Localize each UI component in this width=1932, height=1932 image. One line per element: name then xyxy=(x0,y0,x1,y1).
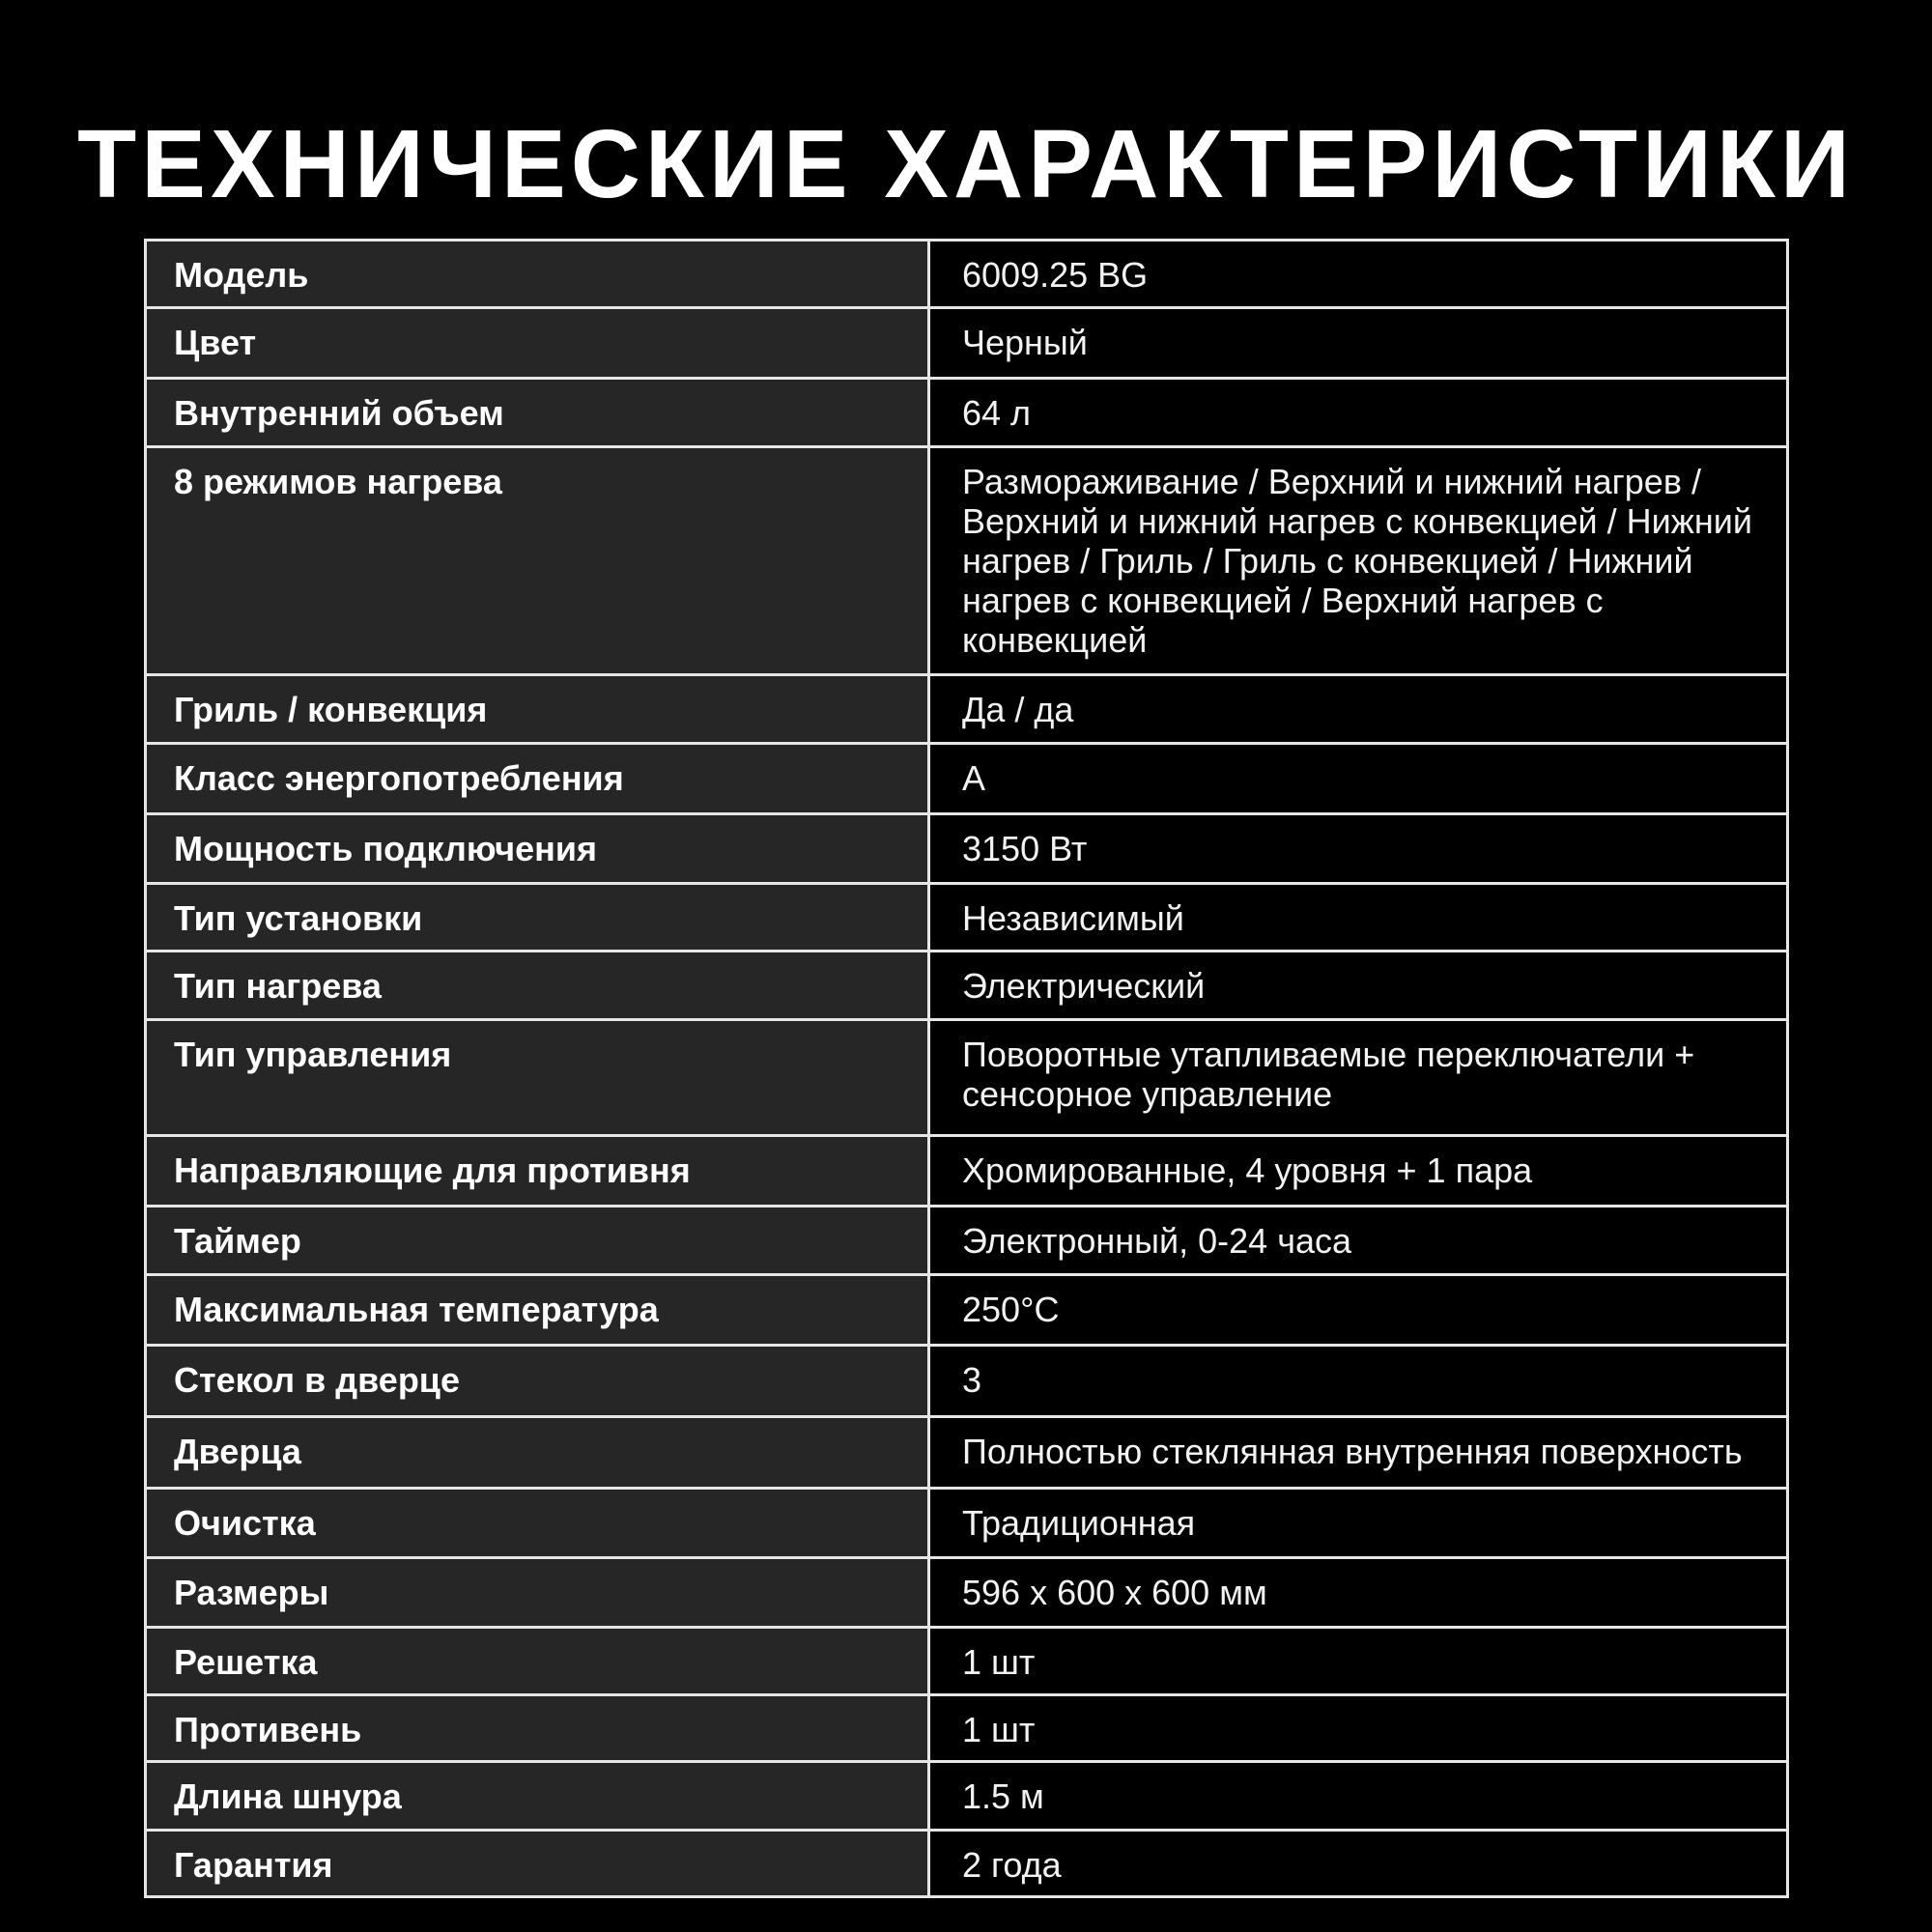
spec-value: Размораживание / Верхний и нижний нагрев / Верхний и нижний нагрев с конвекцией / Нижний нагрев / Гриль / Гриль с конвекцией / Нижний нагрев с конвекцией / Верхний нагрев с конвекцией xyxy=(929,447,1788,675)
spec-row xyxy=(146,1020,1788,1136)
spec-row xyxy=(146,1695,1788,1762)
spec-value: 596 x 600 x 600 мм xyxy=(929,1558,1788,1628)
page-title: ТЕХНИЧЕСКИЕ ХАРАКТЕРИСТИКИ xyxy=(77,110,1855,218)
spec-value: 1.5 м xyxy=(929,1762,1788,1831)
spec-row xyxy=(146,884,1788,952)
spec-row xyxy=(146,447,1788,675)
spec-label: Стекол в дверце xyxy=(146,1346,929,1417)
spec-value: Да / да xyxy=(929,675,1788,744)
spec-row xyxy=(146,1417,1788,1489)
spec-value: 3150 Вт xyxy=(929,814,1788,884)
spec-row xyxy=(146,1136,1788,1207)
spec-label: Очистка xyxy=(146,1489,929,1558)
spec-label: Мощность подключения xyxy=(146,814,929,884)
spec-label: Класс энергопотребления xyxy=(146,744,929,814)
spec-row xyxy=(146,814,1788,884)
spec-label: Модель xyxy=(146,241,929,308)
spec-row xyxy=(146,744,1788,814)
spec-label: Внутренний объем xyxy=(146,379,929,447)
spec-row xyxy=(146,379,1788,447)
spec-row xyxy=(146,1489,1788,1558)
spec-label: Таймер xyxy=(146,1207,929,1275)
spec-row xyxy=(146,241,1788,308)
spec-label: Цвет xyxy=(146,308,929,379)
spec-label: Гриль / конвекция xyxy=(146,675,929,744)
spec-row xyxy=(146,1762,1788,1831)
spec-row xyxy=(146,1628,1788,1695)
spec-row xyxy=(146,1346,1788,1417)
spec-value: Полностью стеклянная внутренняя поверхность xyxy=(929,1417,1788,1489)
spec-row xyxy=(146,952,1788,1020)
spec-row xyxy=(146,1275,1788,1346)
spec-row xyxy=(146,1831,1788,1897)
spec-label: Решетка xyxy=(146,1628,929,1695)
spec-value: 6009.25 BG xyxy=(929,241,1788,308)
spec-value: Черный xyxy=(929,308,1788,379)
spec-label: Тип управления xyxy=(146,1020,929,1136)
spec-label: Направляющие для противня xyxy=(146,1136,929,1207)
spec-label: Гарантия xyxy=(146,1831,929,1897)
spec-value: 1 шт xyxy=(929,1628,1788,1695)
spec-value: A xyxy=(929,744,1788,814)
spec-table-body xyxy=(146,241,1788,1897)
spec-label: Длина шнура xyxy=(146,1762,929,1831)
spec-value: 250°C xyxy=(929,1275,1788,1346)
spec-label: Противень xyxy=(146,1695,929,1762)
spec-row xyxy=(146,308,1788,379)
spec-value: Хромированные, 4 уровня + 1 пара xyxy=(929,1136,1788,1207)
spec-value: Традиционная xyxy=(929,1489,1788,1558)
spec-label: 8 режимов нагрева xyxy=(146,447,929,675)
spec-value: Электронный, 0-24 часа xyxy=(929,1207,1788,1275)
spec-label: Тип установки xyxy=(146,884,929,952)
spec-label: Максимальная температура xyxy=(146,1275,929,1346)
spec-value: Поворотные утапливаемые переключатели + сенсорное управление xyxy=(929,1020,1788,1136)
spec-value: 1 шт xyxy=(929,1695,1788,1762)
spec-value: 2 года xyxy=(929,1831,1788,1897)
spec-value: Независимый xyxy=(929,884,1788,952)
spec-table xyxy=(144,239,1789,1898)
spec-row xyxy=(146,675,1788,744)
spec-label: Тип нагрева xyxy=(146,952,929,1020)
spec-value: 64 л xyxy=(929,379,1788,447)
spec-row xyxy=(146,1558,1788,1628)
spec-row xyxy=(146,1207,1788,1275)
spec-label: Размеры xyxy=(146,1558,929,1628)
spec-value: 3 xyxy=(929,1346,1788,1417)
spec-label: Дверца xyxy=(146,1417,929,1489)
spec-value: Электрический xyxy=(929,952,1788,1020)
